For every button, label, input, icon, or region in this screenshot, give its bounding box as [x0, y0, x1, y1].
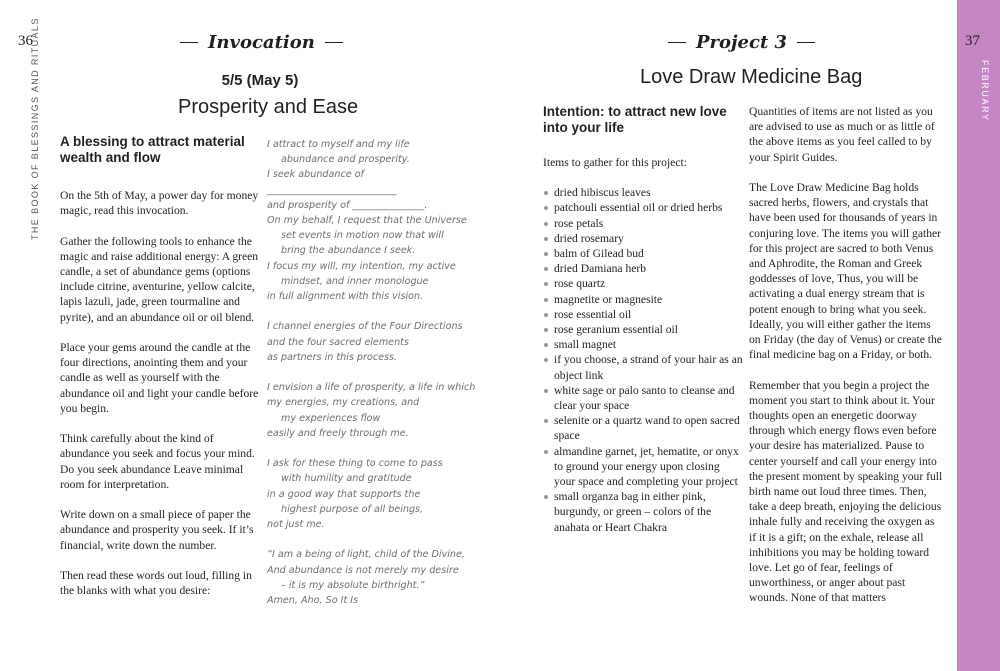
- poem-line: abundance and prosperity.: [281, 154, 410, 166]
- banner-rule-right: [797, 42, 815, 44]
- paragraph: Write down on a small piece of paper the abundance and prosperity you seek. If it’s financial, write down the number.: [60, 508, 254, 552]
- poem-line: easily and freely through me.: [267, 427, 409, 439]
- poem-line: highest purpose of all beings,: [281, 503, 424, 515]
- poem-stanza: [267, 456, 467, 532]
- instruction-text: [60, 188, 260, 598]
- items-intro: Items to gather for this project:: [543, 156, 687, 169]
- items-section: [543, 155, 743, 535]
- list-item: rose quartz: [543, 276, 743, 291]
- poem-stanza: [267, 319, 467, 365]
- poem-line: – it is my absolute birthright.”: [281, 579, 425, 591]
- left-column-instructions: [60, 134, 260, 598]
- poem-line: as partners in this process.: [267, 351, 398, 363]
- paragraph: Place your gems around the candle at the four directions, anointing them and your candle as well as yourself with the abundance oil and light your candle before you begin.: [60, 341, 259, 415]
- paragraph: Think carefully about the kind of abundance you seek and focus your mind. Do you seek abundance Leave minimal room for interpretation.: [60, 432, 255, 491]
- paragraph: Quantities of items are not listed as you are advised to use as much or as little of the above items as you feel called to by your Spirit Guides.: [749, 105, 935, 164]
- list-item: balm of Gilead bud: [543, 246, 743, 261]
- list-item: small organza bag in either pink, burgundy, or green – colors of the anahata or Heart Chakra: [543, 489, 743, 535]
- poem-line: my energies, my creations, and: [267, 397, 420, 409]
- section-label-project: Project 3: [696, 32, 788, 53]
- list-item: if you choose, a strand of your hair as an object link: [543, 352, 743, 382]
- section-banner-project: [668, 32, 815, 53]
- list-item: rose geranium essential oil: [543, 322, 743, 337]
- poem-line: I seek abundance of: [267, 169, 364, 181]
- banner-rule-left: [180, 42, 198, 44]
- page-number-left: 36: [18, 33, 33, 49]
- poem-line: in a good way that supports the: [267, 488, 421, 500]
- section-label-invocation: Invocation: [208, 32, 315, 53]
- list-item: patchouli essential oil or dried herbs: [543, 200, 743, 215]
- right-column-text: [749, 104, 944, 606]
- paragraph: Then read these words out loud, filling in the blanks with what you desire:: [60, 569, 252, 598]
- date-heading: 5/5 (May 5): [221, 72, 299, 89]
- list-item: white sage or palo santo to cleanse and clear your space: [543, 383, 743, 413]
- list-item: magnetite or magnesite: [543, 292, 743, 307]
- poem-stanza: [267, 547, 467, 608]
- list-item: rose petals: [543, 216, 743, 231]
- banner-rule-left: [668, 42, 686, 44]
- paragraph: Gather the following tools to enhance the magic and raise additional energy: A green candle, a set of abundance gems (options include citrine, aventurine, yellow calcite, lapis lazuli, jade, green tourmaline and pyrite), and an abundance oil or oil blend.: [60, 234, 259, 324]
- poem-line: in full alignment with this vision.: [267, 291, 424, 303]
- list-item: dried rosemary: [543, 231, 743, 246]
- poem-line: mindset, and inner monologue: [281, 275, 429, 287]
- list-item: almandine garnet, jet, hematite, or onyx to ground your energy upon closing your space and completing your project: [543, 444, 743, 490]
- invocation-poem: [267, 137, 476, 623]
- poem-line: my experiences flow: [281, 412, 381, 424]
- items-list: [543, 185, 743, 535]
- list-item: dried Damiana herb: [543, 261, 743, 276]
- poem-line: ___________________________: [267, 184, 397, 196]
- poem-line: I ask for these thing to come to pass: [267, 458, 443, 470]
- poem-line: And abundance is not merely my desire: [267, 564, 459, 576]
- list-item: dried hibiscus leaves: [543, 185, 743, 200]
- poem-line: On my behalf, I request that the Universe: [267, 215, 467, 227]
- poem-stanza: [267, 137, 467, 304]
- poem-stanza: [267, 380, 476, 441]
- poem-line: not just me.: [267, 519, 325, 531]
- poem-line: I focus my will, my intention, my active: [267, 260, 456, 272]
- right-column-items: [543, 104, 743, 535]
- poem-line: Amen, Aho, So It Is: [267, 595, 359, 607]
- poem-line: with humility and gratitude: [281, 473, 412, 485]
- paragraph: Remember that you begin a project the moment you start to think about it. Your thoughts open an energetic doorway through which energy flows even before your desire has materialized. Pause to center yourself and call your energy into the present moment by speaking your full birth name out loud three times. Then, take a deep breath, enjoying the delicious inhale fully and receiving the oxygen as if it is a gift; on the exhale, release all inhibitions you may be holding toward love. Let go of fear, feelings of unworthiness, or anger about past wounds. None of that matters: [749, 378, 943, 605]
- month-tab: [957, 0, 1000, 671]
- blessing-subheading: A blessing to attract material wealth and flow: [60, 134, 245, 165]
- poem-line: set events in motion now that will: [281, 230, 444, 242]
- month-tab-label: FEBRUARY: [980, 60, 990, 122]
- list-item: small magnet: [543, 337, 743, 352]
- running-head: THE BOOK OF BLESSINGS AND RITUALS: [30, 17, 40, 240]
- banner-rule-right: [325, 42, 343, 44]
- section-banner-invocation: [180, 32, 343, 53]
- poem-line: “I am a being of light, child of the Divine,: [267, 549, 465, 561]
- poem-line: and prosperity of _______________.: [267, 199, 428, 211]
- poem-line: I attract to myself and my life: [267, 139, 410, 150]
- poem-line: and the four sacred elements: [267, 336, 409, 348]
- paragraph: The Love Draw Medicine Bag holds sacred herbs, flowers, and crystals that have been used for thousands of years in conjuring love. The items you will gather for this project are sacred to both Venus and Aphrodite, the Roman and Greek goddesses of love, Thus, you will be activating a dual energy stream that is potent enough to bring what you seek. Ideally, you will either gather the items on Friday (the day of Venus) or create the final medicine bag on a Friday, or both.: [749, 181, 942, 362]
- project-title: Love Draw Medicine Bag: [640, 66, 863, 88]
- list-item: rose essential oil: [543, 307, 743, 322]
- page-number-right: 37: [965, 33, 980, 49]
- invocation-title: Prosperity and Ease: [178, 96, 359, 118]
- paragraph: On the 5th of May, a power day for money magic, read this invocation.: [60, 189, 259, 218]
- poem-line: I channel energies of the Four Directions: [267, 321, 463, 333]
- list-item: selenite or a quartz wand to open sacred space: [543, 413, 743, 443]
- intention-subheading: Intention: to attract new love into your life: [543, 104, 727, 135]
- poem-line: I envision a life of prosperity, a life in which: [267, 382, 476, 394]
- poem-line: bring the abundance I seek.: [281, 245, 416, 257]
